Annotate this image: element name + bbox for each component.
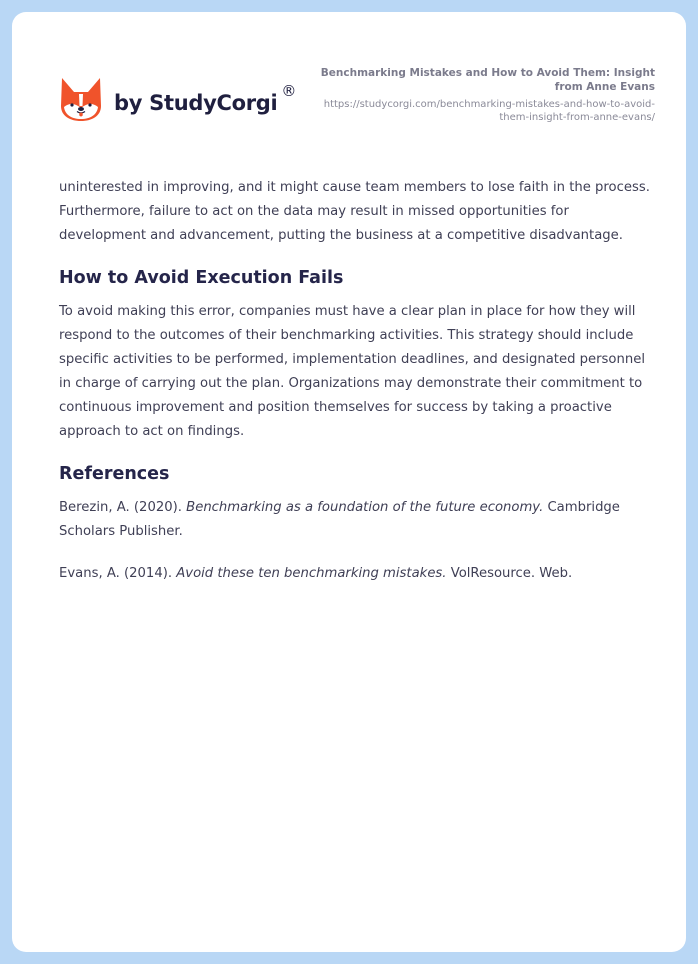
studycorgi-logo[interactable] <box>60 76 296 122</box>
page-header <box>12 12 686 152</box>
logo-text: by StudyCorgi <box>114 91 278 115</box>
intro-paragraph: uninterested in improving, and it might cause team members to lose faith in the process. Furthermore, failure to act on the data may result in missed opportunities for development and advancement, putting the business at a competitive disadvantage. <box>59 180 650 243</box>
section-heading: How to Avoid Execution Fails <box>59 268 344 288</box>
section-paragraph: To avoid making this error, companies must have a clear plan in place for how they will respond to the outcomes of their benchmarking activities. This strategy should include specific activities to be performed, implementation deadlines, and designated personnel in charge of carrying out the plan. Organizations may demonstrate their commitment to continuous improvement and position themselves for success by taking a proactive approach to act on findings. <box>59 304 645 439</box>
document-title: Benchmarking Mistakes and How to Avoid Them: Insight from Anne Evans <box>320 67 655 93</box>
references-heading: References <box>59 464 170 484</box>
corgi-icon <box>60 76 102 122</box>
document-url[interactable]: https://studycorgi.com/benchmarking-mistakes-and-how-to-avoid-them-insight-from-anne-evans/ <box>323 99 655 123</box>
document-body <box>59 176 659 604</box>
reference-title: Avoid these ten benchmarking mistakes. <box>176 566 447 581</box>
reference-author-year: Berezin, A. (2020). <box>59 500 187 515</box>
document-page <box>12 12 686 952</box>
reference-item <box>59 496 659 544</box>
reference-publisher: Cambridge Scholars Publisher. <box>59 500 620 539</box>
reference-item <box>59 562 659 586</box>
registered-mark-icon: ® <box>281 82 297 100</box>
reference-publisher: VolResource. Web. <box>446 566 573 581</box>
document-meta <box>305 66 655 124</box>
reference-title: Benchmarking as a foundation of the future economy. <box>186 500 544 515</box>
reference-author-year: Evans, A. (2014). <box>59 566 177 581</box>
